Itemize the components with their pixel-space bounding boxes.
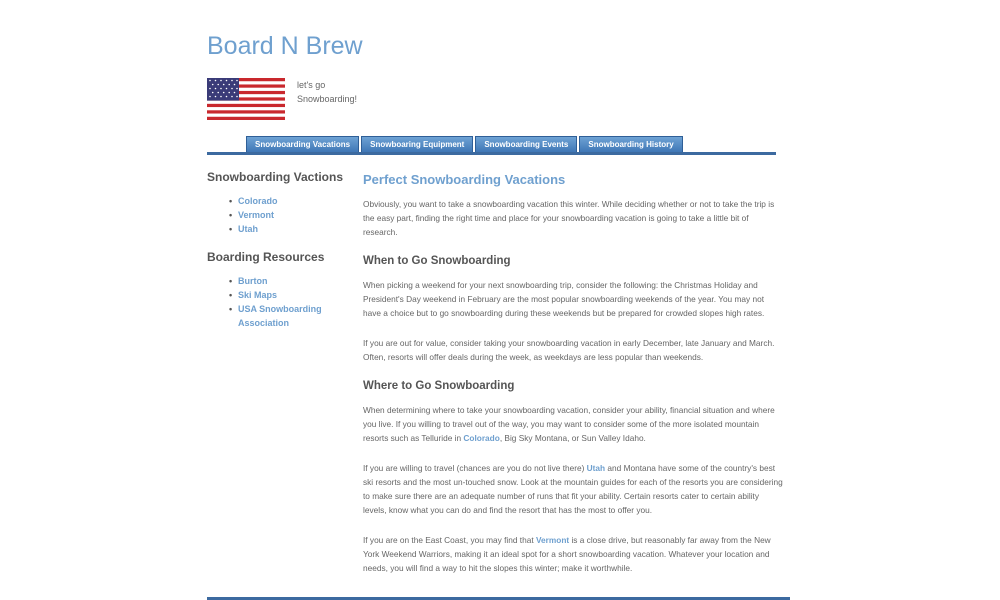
nav-divider (207, 152, 776, 155)
intro-paragraph: Obviously, you want to take a snowboarding vacation this winter. While deciding whether or not to take the trip is the easy part, finding the right time and place for your snowboarding vacation is going to take a little bit of research. (363, 199, 775, 237)
where-p3-text-b: is a close drive, but reasonably far away from the New York Weekend Warriors, making it an ideal spot for a short snowboarding vacation. Whatever your location and needs, you will find a way to hit the slopes this winter; make it worthwhile. (363, 535, 771, 573)
where-paragraph-3 (363, 533, 783, 575)
nav-snowboarding-events[interactable]: Snowboarding Events (475, 136, 577, 154)
site-title: Board N Brew (207, 32, 363, 60)
sidebar-link-usa-snowboarding-association[interactable] (238, 302, 347, 330)
where-p1-text-b: , Big Sky Montana, or Sun Valley Idaho. (499, 433, 646, 443)
usa-snowboarding-label: USA Snowboarding (238, 304, 322, 314)
nav-snowboarding-history[interactable]: Snowboarding History (579, 136, 682, 154)
sidebar-vacations-heading: Snowboarding Vactions (207, 170, 344, 184)
sidebar (207, 170, 347, 344)
association-label: Association (238, 318, 290, 328)
where-p2-text-b: and Montana have some of the country's best ski resorts and the most un-touched snow. Look at the mountain guides for each of the resorts you are considering to make sure there are an adequate number of runs that fit your ability. Certain resorts cater to certain ability levels, know what you can do and find the resort that has the most to offer you. (363, 463, 783, 515)
tagline (297, 78, 357, 106)
us-flag-image (207, 78, 285, 120)
where-p1-text-a: When determining where to take your snowboarding vacation, consider your ability, financial situation and where you live. If you willing to travel out of the way, you may want to consider some of the more isolated mountain resorts such as Telluride in (363, 405, 775, 443)
sidebar-link-vermont[interactable]: • Vermont (238, 208, 347, 222)
sidebar-link-colorado[interactable]: • Colorado (238, 194, 347, 208)
where-p2-text-a: If you are willing to travel (chances are you do not live there) (363, 463, 587, 473)
sidebar-vacations-list (207, 194, 347, 236)
sidebar-resources-list (207, 274, 347, 330)
nav-snowboarding-equipment[interactable]: Snowboaring Equipment (361, 136, 473, 154)
inline-link-colorado[interactable]: Colorado (463, 433, 500, 443)
when-paragraph-2: If you are out for value, consider taking your snowboarding vacation in early December, late January and March. Often, resorts will offer deals during the week, as weekdays are less popular than weekends. (363, 338, 775, 362)
sidebar-link-ski-maps[interactable]: • Ski Maps (238, 288, 347, 302)
sidebar-resources-heading: Boarding Resources (207, 250, 325, 264)
inline-link-vermont[interactable]: Vermont (535, 535, 570, 545)
tagline-line-1: let's go (297, 80, 326, 90)
tagline-line-2: Snowboarding! (297, 94, 358, 104)
sidebar-link-burton[interactable]: • Burton (238, 274, 347, 288)
where-p3-text-a: If you are on the East Coast, you may find that (363, 535, 536, 545)
where-paragraph-1 (363, 403, 783, 445)
where-heading: Where to Go Snowboarding (363, 380, 515, 392)
when-paragraph-1: When picking a weekend for your next snowboarding trip, consider the following: the Christmas Holiday and President's Day weekend in February are the most popular snowboarding weekends of the year. You may not have a choice but to go snowboarding during these weekends but be prepared for crowded slopes high rates. (363, 280, 765, 318)
page-title: Perfect Snowboarding Vacations (363, 172, 566, 187)
nav-snowboarding-vacations[interactable]: Snowboarding Vacations (246, 136, 359, 154)
sidebar-link-utah[interactable]: • Utah (238, 222, 347, 236)
main-content (363, 172, 783, 591)
where-paragraph-2 (363, 461, 783, 517)
when-heading: When to Go Snowboarding (363, 255, 511, 267)
inline-link-utah[interactable]: Utah (586, 463, 606, 473)
